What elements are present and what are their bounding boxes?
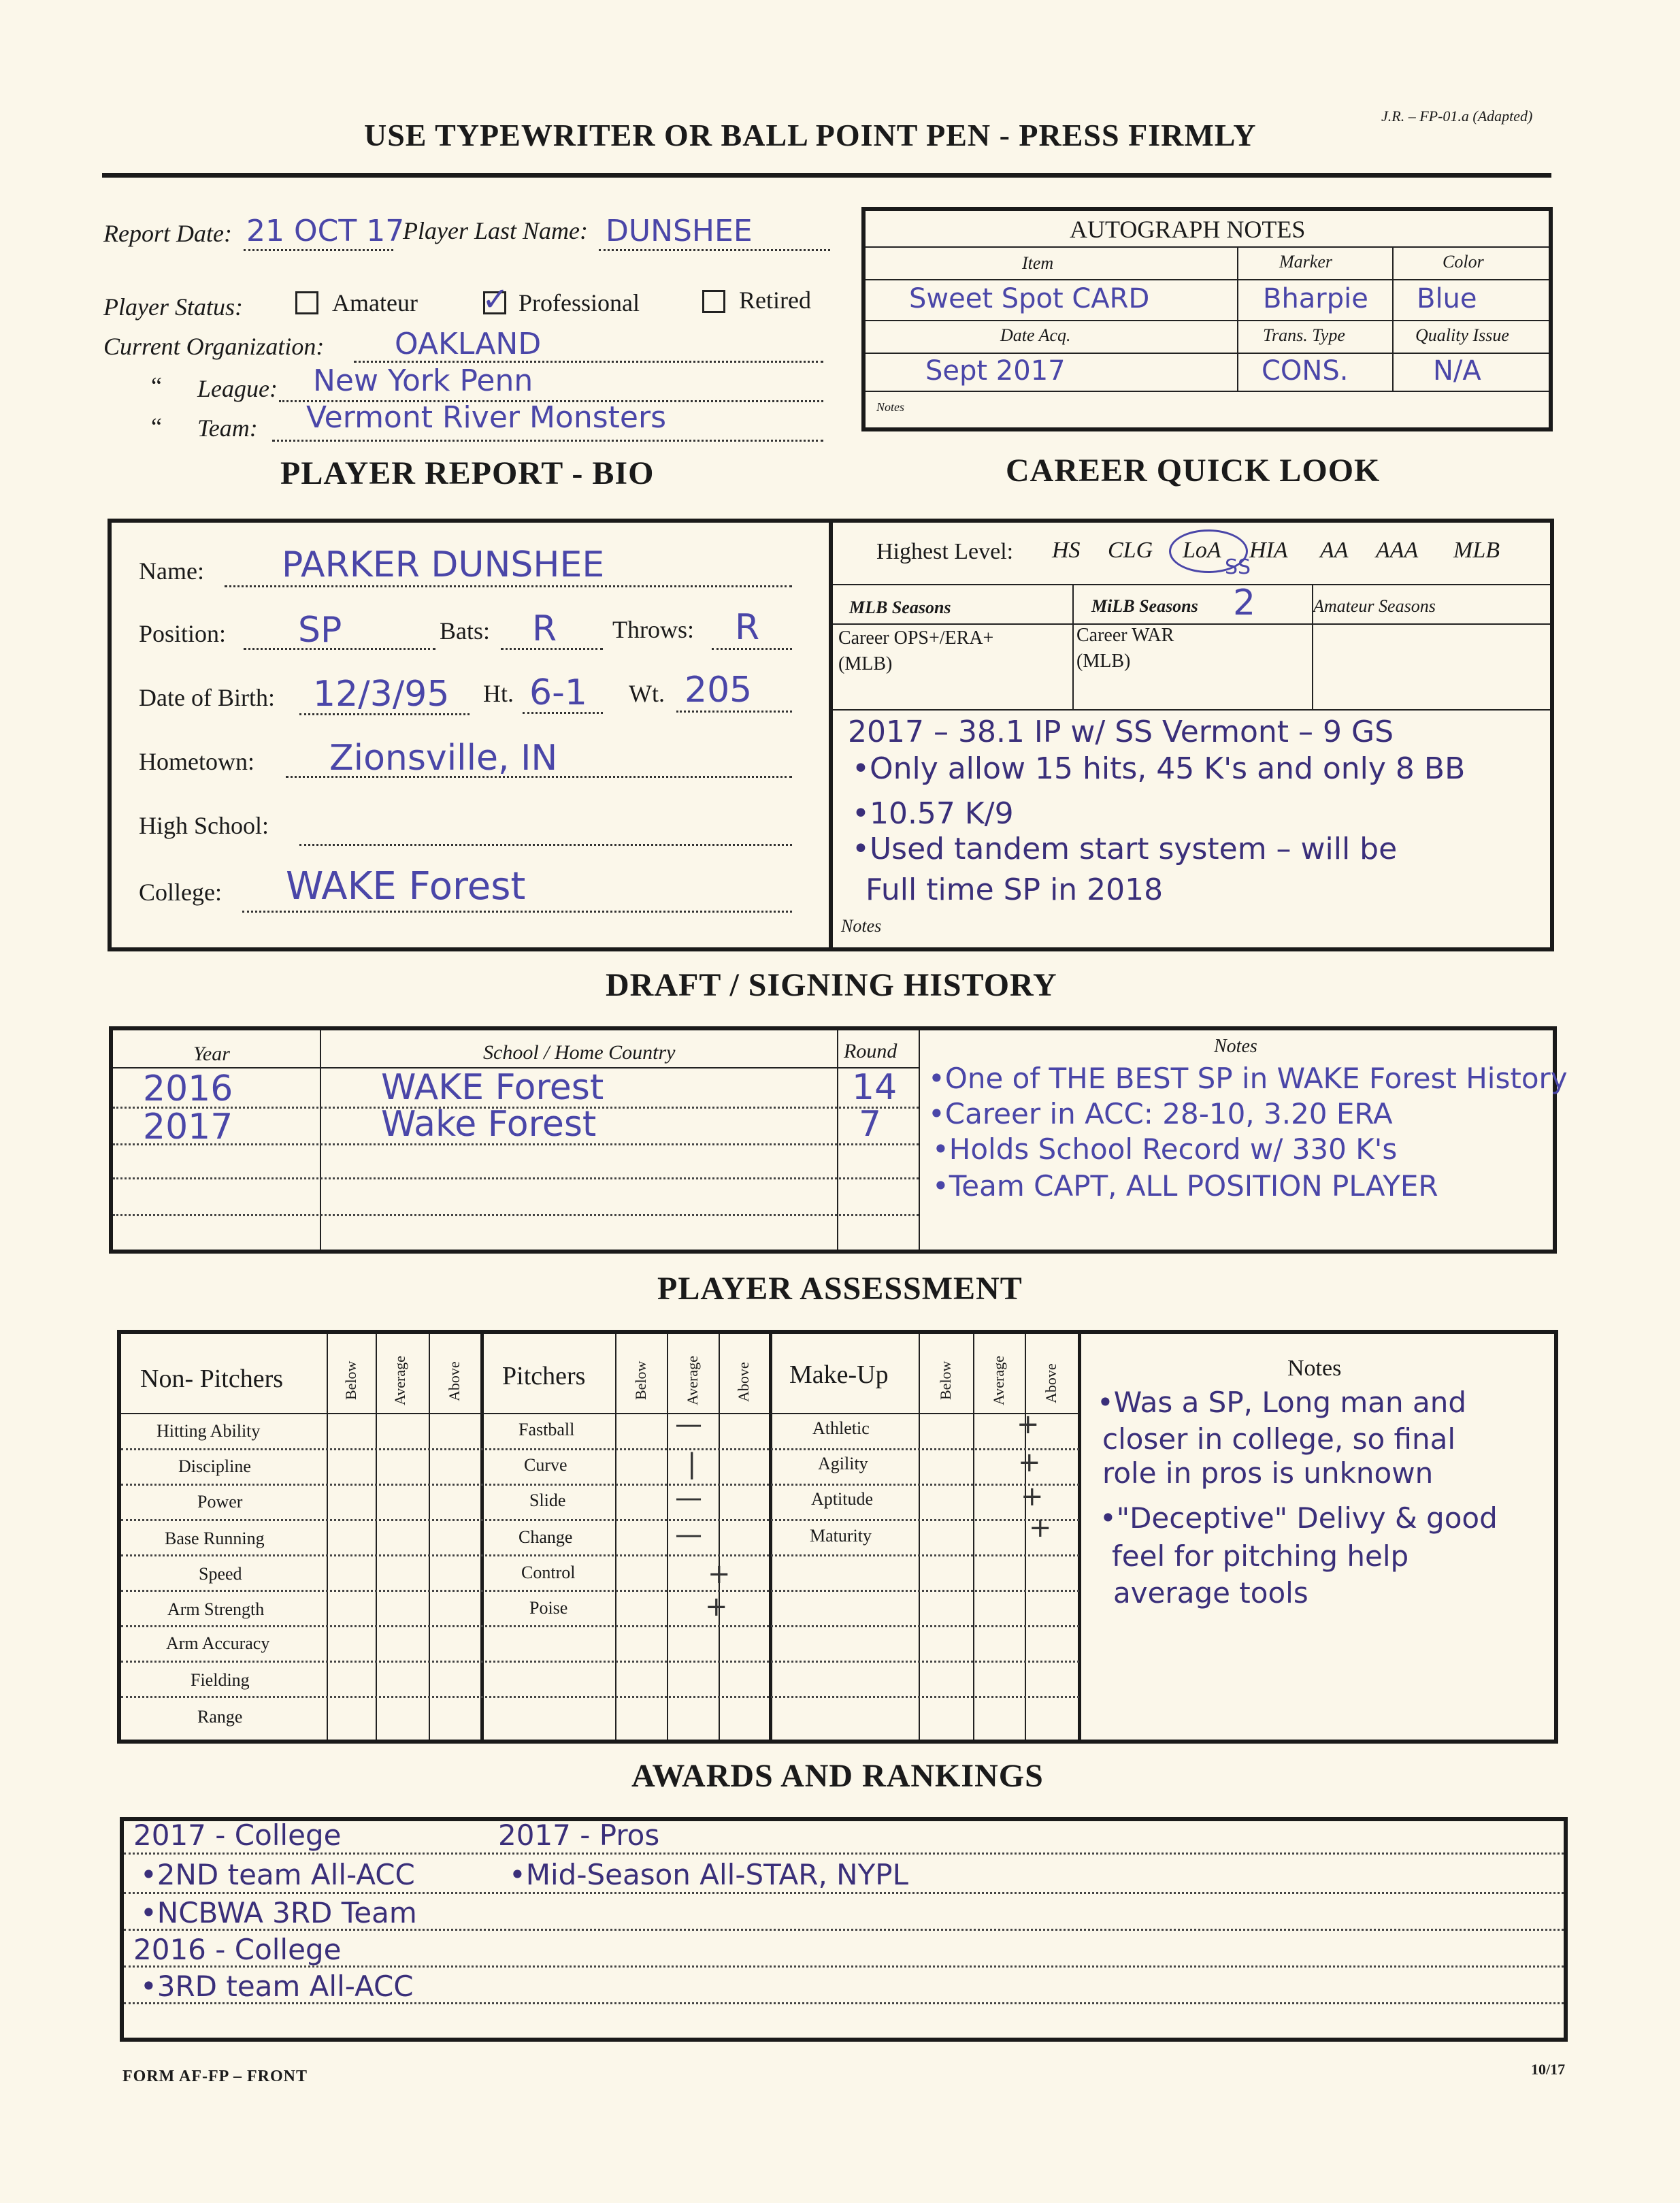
award-line: •3RD team All-ACC — [140, 1970, 414, 2003]
autograph-notes-label: Notes — [876, 400, 905, 414]
awards-row-rule — [124, 1892, 1564, 1894]
career-vline-1 — [1072, 584, 1074, 709]
bio-throws-value[interactable]: R — [735, 607, 760, 648]
draft-row-rule — [113, 1177, 919, 1179]
non-pitcher-row-label: Fielding — [191, 1670, 250, 1690]
makeup-rating-mark[interactable]: + — [1017, 1409, 1040, 1440]
draft-row-school[interactable]: Wake Forest — [381, 1104, 597, 1145]
autograph-quality-value[interactable]: N/A — [1433, 355, 1481, 387]
makeup-row-label: Agility — [818, 1454, 868, 1473]
league-value[interactable]: New York Penn — [313, 363, 533, 398]
autograph-col-marker: Marker — [1279, 252, 1332, 272]
autograph-col-trans: Trans. Type — [1263, 325, 1345, 345]
autograph-col-color: Color — [1443, 252, 1484, 272]
bio-ht-value[interactable]: 6-1 — [529, 672, 587, 713]
bio-hometown-value[interactable]: Zionsville, IN — [329, 738, 558, 779]
award-line: •NCBWA 3RD Team — [140, 1896, 417, 1929]
assess-vline — [615, 1334, 616, 1740]
autograph-marker-value[interactable]: Bharpie — [1263, 283, 1368, 314]
career-milb-seasons-value[interactable]: 2 — [1233, 583, 1256, 623]
career-rule-3 — [833, 709, 1550, 711]
bio-position-value[interactable]: SP — [298, 610, 342, 651]
pitcher-rating-mark[interactable]: — — [675, 1482, 702, 1514]
assess-row-rule — [121, 1554, 1079, 1556]
award-line: 2017 - College — [133, 1818, 342, 1852]
team-value[interactable]: Vermont River Monsters — [306, 400, 666, 435]
career-amateur-seasons-label: Amateur Seasons — [1313, 596, 1436, 616]
bio-dob-label: Date of Birth: — [139, 684, 275, 711]
makeup-label: Make-Up — [789, 1360, 889, 1389]
career-note-line: •10.57 K/9 — [852, 796, 1014, 831]
form-title: USE TYPEWRITER OR BALL POINT PEN - PRESS FIRMLY — [364, 118, 1257, 152]
assess-row-rule — [121, 1484, 1079, 1486]
bio-position-label: Position: — [139, 620, 227, 647]
scale-below: Below — [937, 1360, 954, 1400]
draft-note-line: •Career in ACC: 28-10, 3.20 ERA — [928, 1097, 1393, 1130]
non-pitcher-row-label: Base Running — [165, 1529, 265, 1548]
award-line: •Mid-Season All-STAR, NYPL — [509, 1858, 908, 1891]
autograph-rule-4 — [866, 353, 1549, 354]
footer-form: FORM AF-FP – FRONT — [122, 2068, 308, 2085]
non-pitcher-row-label: Arm Strength — [167, 1599, 265, 1619]
draft-vline-3 — [919, 1030, 920, 1250]
assessment-note-line: role in pros is unknown — [1102, 1456, 1434, 1490]
non-pitcher-row-label: Range — [197, 1707, 243, 1727]
org-value[interactable]: OAKLAND — [395, 327, 542, 361]
career-title: CAREER QUICK LOOK — [1006, 453, 1381, 489]
non-pitcher-row-label: Speed — [199, 1564, 242, 1584]
assess-vline — [667, 1334, 668, 1740]
pitcher-rating-mark[interactable]: + — [705, 1591, 728, 1622]
makeup-rating-mark[interactable]: + — [1018, 1447, 1041, 1478]
professional-check-mark: ✓ — [482, 280, 510, 319]
retired-label: Retired — [739, 287, 811, 314]
career-milb-seasons-label: MiLB Seasons — [1091, 596, 1198, 616]
assess-row-rule — [121, 1448, 1079, 1450]
bio-college-line — [242, 911, 792, 913]
assess-row-rule — [121, 1590, 1079, 1592]
assessment-note-line: •"Deceptive" Delivy & good — [1100, 1501, 1498, 1535]
career-level-annotation: SS — [1225, 555, 1251, 579]
pitcher-rating-mark[interactable]: + — [708, 1559, 731, 1590]
career-ops-label: Career OPS+/ERA+ — [838, 627, 994, 649]
bio-ht-line — [523, 712, 603, 714]
retired-checkbox[interactable] — [702, 290, 725, 313]
team-ditto: “ — [151, 413, 162, 440]
bio-name-label: Name: — [139, 557, 204, 585]
draft-row-round[interactable]: 14 — [852, 1067, 897, 1108]
pitcher-rating-mark[interactable]: — — [675, 1519, 702, 1550]
assessment-note-line: feel for pitching help — [1112, 1539, 1409, 1573]
bio-hs-line — [299, 844, 792, 846]
header-rule — [102, 173, 1551, 178]
autograph-color-value[interactable]: Blue — [1417, 283, 1477, 314]
bio-name-line — [225, 585, 792, 587]
assess-vline — [429, 1334, 430, 1740]
pitcher-rating-mark[interactable]: — — [675, 1409, 702, 1440]
career-war-sub: (MLB) — [1076, 651, 1131, 672]
bio-dob-value[interactable]: 12/3/95 — [313, 674, 450, 715]
career-level-loa[interactable]: LoA — [1183, 538, 1221, 563]
assessment-note-line: closer in college, so final — [1102, 1422, 1456, 1456]
autograph-rule-5 — [866, 391, 1549, 392]
assess-row-rule — [121, 1519, 1079, 1521]
career-note-line: 2017 – 38.1 IP w/ SS Vermont – 9 GS — [848, 715, 1394, 749]
bio-position-line — [244, 648, 435, 650]
draft-row-year[interactable]: 2017 — [143, 1107, 233, 1147]
draft-row-school[interactable]: WAKE Forest — [381, 1067, 604, 1108]
team-line — [272, 440, 823, 442]
draft-row-rule — [113, 1214, 919, 1216]
autograph-title: AUTOGRAPH NOTES — [1070, 216, 1306, 243]
career-note-line: •Used tandem start system – will be — [852, 832, 1398, 866]
makeup-rating-mark[interactable]: + — [1021, 1481, 1044, 1512]
draft-col-round: Round — [844, 1040, 897, 1062]
draft-note-line: •Holds School Record w/ 330 K's — [932, 1132, 1398, 1166]
report-date-label: Report Date: — [103, 220, 232, 247]
report-date-value[interactable]: 21 OCT 17 — [246, 214, 405, 248]
scale-average: Average — [684, 1356, 701, 1405]
career-notes-label: Notes — [841, 916, 882, 936]
assess-vline — [919, 1334, 920, 1740]
award-line: 2017 - Pros — [498, 1818, 660, 1852]
scale-below: Below — [632, 1360, 649, 1400]
career-level-clg[interactable]: CLG — [1108, 538, 1153, 563]
autograph-item-value[interactable]: Sweet Spot CARD — [909, 283, 1150, 314]
assessment-note-line: •Was a SP, Long man and — [1097, 1386, 1466, 1419]
scale-above: Above — [735, 1362, 752, 1402]
autograph-rule-3 — [866, 320, 1549, 321]
autograph-vline-2 — [1392, 246, 1394, 391]
bio-hometown-label: Hometown: — [139, 748, 254, 775]
pitcher-row-label: Fastball — [518, 1420, 575, 1439]
autograph-col-quality: Quality Issue — [1415, 325, 1509, 345]
pitcher-rating-mark[interactable]: | — [687, 1448, 697, 1480]
bio-hs-label: High School: — [139, 812, 269, 839]
autograph-trans-value[interactable]: CONS. — [1262, 355, 1349, 387]
bio-bats-value[interactable]: R — [532, 608, 557, 649]
footer-date: 10/17 — [1531, 2061, 1566, 2078]
draft-col-year: Year — [193, 1043, 230, 1065]
bio-throws-line — [712, 648, 792, 650]
career-level-hia[interactable]: HIA — [1249, 538, 1288, 563]
bio-college-label: College: — [139, 879, 222, 906]
scale-average: Average — [391, 1356, 408, 1405]
assess-vline — [973, 1334, 974, 1740]
non-pitcher-row-label: Arm Accuracy — [166, 1633, 270, 1653]
pitcher-row-label: Slide — [529, 1490, 566, 1510]
career-ops-sub: (MLB) — [838, 653, 893, 674]
career-vline-2 — [1312, 584, 1313, 709]
bio-wt-label: Wt. — [629, 680, 665, 707]
draft-note-line: •Team CAPT, ALL POSITION PLAYER — [932, 1169, 1438, 1203]
bio-dob-line — [299, 713, 470, 715]
draft-row-round[interactable]: 7 — [859, 1104, 882, 1145]
form-code: J.R. – FP-01.a (Adapted) — [1381, 108, 1533, 125]
bio-wt-line — [676, 711, 792, 713]
bio-wt-value[interactable]: 205 — [685, 670, 753, 711]
assess-divider — [480, 1334, 484, 1740]
assess-header-rule — [121, 1413, 1079, 1414]
scale-average: Average — [990, 1356, 1007, 1405]
status-label: Player Status: — [103, 293, 243, 321]
bio-bats-label: Bats: — [440, 617, 491, 644]
award-line: 2016 - College — [133, 1933, 342, 1966]
bio-title: PLAYER REPORT - BIO — [280, 455, 655, 491]
last-name-label: Player Last Name: — [403, 217, 588, 244]
pitcher-row-label: Control — [521, 1563, 576, 1582]
bio-name-value[interactable]: PARKER DUNSHEE — [282, 544, 605, 585]
career-level-aaa[interactable]: AAA — [1376, 538, 1419, 563]
report-date-line — [244, 249, 393, 251]
league-label: League: — [197, 375, 278, 402]
assessment-note-line: average tools — [1113, 1576, 1308, 1610]
bio-college-value[interactable]: WAKE Forest — [286, 864, 526, 909]
last-name-line — [599, 249, 830, 251]
draft-note-line: •One of THE BEST SP in WAKE Forest History — [928, 1062, 1568, 1095]
amateur-checkbox[interactable] — [295, 291, 318, 314]
bio-hometown-line — [286, 776, 792, 778]
draft-row-year[interactable]: 2016 — [143, 1068, 233, 1109]
career-note-line: •Only allow 15 hits, 45 K's and only 8 BB — [852, 751, 1466, 786]
autograph-col-date: Date Acq. — [1000, 325, 1071, 345]
assess-row-rule — [121, 1661, 1079, 1663]
makeup-row-label: Aptitude — [811, 1489, 873, 1509]
draft-col-notes: Notes — [1214, 1036, 1257, 1057]
autograph-date-value[interactable]: Sept 2017 — [925, 355, 1066, 387]
league-ditto: “ — [151, 372, 162, 399]
career-rule-2 — [833, 623, 1550, 625]
autograph-rule-1 — [866, 246, 1549, 248]
bio-ht-label: Ht. — [483, 680, 514, 707]
draft-vline-2 — [837, 1030, 838, 1250]
bio-bats-line — [501, 648, 603, 650]
career-level-aa[interactable]: AA — [1320, 538, 1349, 563]
org-line — [354, 361, 823, 363]
non-pitcher-row-label: Hitting Ability — [157, 1421, 261, 1441]
pitcher-row-label: Change — [518, 1527, 573, 1547]
assessment-notes-label: Notes — [1287, 1356, 1342, 1381]
autograph-rule-2 — [866, 279, 1549, 280]
award-line: •2ND team All-ACC — [140, 1858, 415, 1891]
professional-label: Professional — [518, 289, 640, 316]
pitchers-label: Pitchers — [502, 1362, 586, 1390]
team-label: Team: — [197, 414, 258, 442]
assessment-title: PLAYER ASSESSMENT — [657, 1271, 1023, 1307]
makeup-rating-mark[interactable]: + — [1029, 1512, 1052, 1544]
draft-title: DRAFT / SIGNING HISTORY — [606, 967, 1057, 1003]
career-war-label: Career WAR — [1076, 625, 1174, 646]
career-mlb-seasons-label: MLB Seasons — [849, 598, 951, 617]
career-highest-label: Highest Level: — [876, 539, 1014, 564]
amateur-label: Amateur — [332, 289, 418, 316]
career-level-hs[interactable]: HS — [1052, 538, 1081, 563]
assess-vline — [719, 1334, 720, 1740]
pitcher-row-label: Poise — [529, 1598, 568, 1618]
pitcher-row-label: Curve — [524, 1455, 567, 1475]
draft-vline-1 — [320, 1030, 321, 1250]
autograph-col-item: Item — [1022, 253, 1054, 273]
awards-row-rule — [124, 1853, 1564, 1855]
career-level-mlb[interactable]: MLB — [1453, 538, 1500, 563]
makeup-row-label: Maturity — [810, 1526, 872, 1546]
scale-below: Below — [342, 1360, 359, 1400]
autograph-vline-1 — [1237, 246, 1238, 391]
career-rule-1 — [833, 584, 1550, 585]
scale-above: Above — [446, 1361, 463, 1401]
org-label: Current Organization: — [103, 333, 325, 360]
last-name-value[interactable]: DUNSHEE — [606, 214, 753, 248]
scale-above: Above — [1042, 1363, 1059, 1403]
assess-row-rule — [121, 1696, 1079, 1698]
non-pitcher-row-label: Power — [197, 1492, 243, 1512]
draft-col-school: School / Home Country — [483, 1041, 676, 1064]
makeup-row-label: Athletic — [812, 1418, 870, 1438]
awards-title: AWARDS AND RANKINGS — [631, 1758, 1044, 1794]
assess-divider — [1078, 1334, 1081, 1740]
non-pitchers-label: Non- Pitchers — [140, 1365, 284, 1393]
assess-divider — [769, 1334, 772, 1740]
bio-throws-label: Throws: — [612, 616, 694, 643]
non-pitcher-row-label: Discipline — [178, 1456, 251, 1476]
career-note-line: Full time SP in 2018 — [866, 872, 1164, 907]
assess-vline — [1025, 1334, 1026, 1740]
assess-vline — [376, 1334, 377, 1740]
assess-vline — [327, 1334, 328, 1740]
assess-row-rule — [121, 1625, 1079, 1627]
